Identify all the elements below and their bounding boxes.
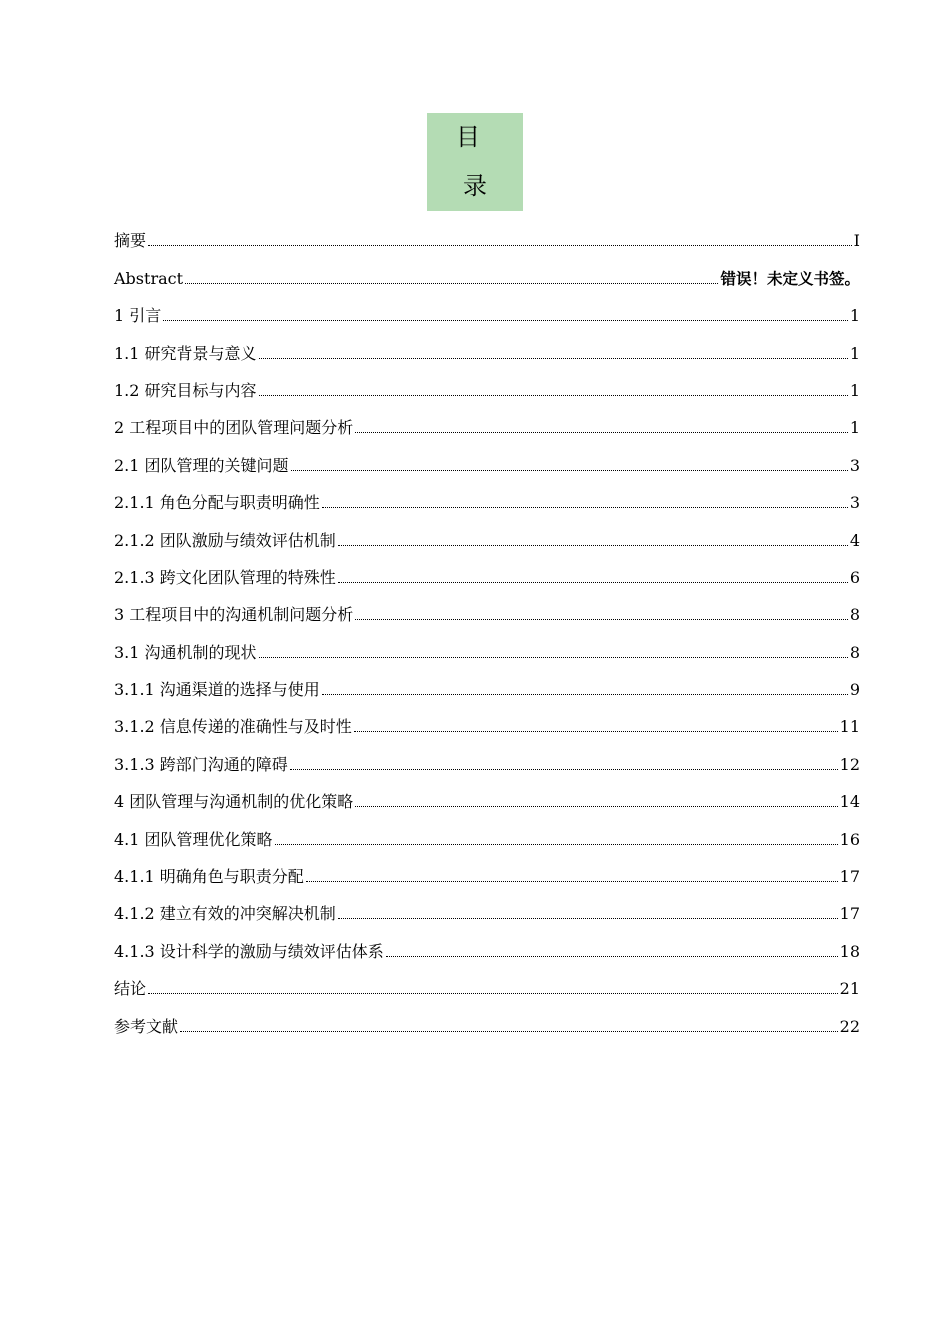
toc-dot-leader <box>290 755 838 775</box>
toc-dot-leader <box>354 717 838 737</box>
toc-entry-page-number: I <box>853 231 860 251</box>
toc-dot-leader <box>355 605 848 625</box>
toc-entry-page-number: 21 <box>839 979 860 999</box>
toc-entry[interactable] <box>114 663 860 700</box>
toc-entry-page-number: 8 <box>849 605 860 625</box>
toc-entry-page-number: 1 <box>849 380 860 400</box>
toc-dot-leader <box>275 830 838 850</box>
toc-entry-page-number: 6 <box>849 567 860 587</box>
toc-entry[interactable] <box>114 364 860 401</box>
toc-entry[interactable] <box>114 887 860 924</box>
toc-entry-label: 结论 <box>114 979 147 999</box>
toc-entry-page-number: 12 <box>839 754 860 774</box>
toc-dot-leader <box>306 867 838 887</box>
toc-dot-leader <box>386 942 838 962</box>
toc-entry-label: 3.1.2 信息传递的准确性与及时性 <box>114 717 352 737</box>
toc-entry-page-number: 3 <box>849 493 860 513</box>
toc-entry[interactable] <box>114 401 860 438</box>
toc-entry-label: 2.1.1 角色分配与职责明确性 <box>114 493 320 513</box>
toc-entry-label: 2.1 团队管理的关键问题 <box>114 455 289 475</box>
toc-entry-label: 4.1.1 明确角色与职责分配 <box>114 867 304 887</box>
toc-dot-leader <box>148 979 838 999</box>
toc-entry[interactable] <box>114 551 860 588</box>
toc-dot-leader <box>163 306 848 326</box>
toc-dot-leader <box>259 344 848 364</box>
toc-entry-label: 1 引言 <box>114 306 162 326</box>
toc-dot-leader <box>148 231 852 251</box>
toc-entry-label: 1.1 研究背景与意义 <box>114 343 257 363</box>
toc-entry[interactable] <box>114 214 860 251</box>
toc-dot-leader <box>259 643 848 663</box>
toc-entry-page-number: 11 <box>839 717 860 737</box>
toc-entry-label: 参考文献 <box>114 1016 179 1036</box>
toc-entry[interactable] <box>114 850 860 887</box>
toc-entry[interactable] <box>114 999 860 1036</box>
toc-entry[interactable] <box>114 775 860 812</box>
toc-dot-leader <box>259 381 848 401</box>
toc-dot-leader <box>338 531 848 551</box>
toc-entry-page-number: 22 <box>839 1016 860 1036</box>
toc-entry-label: 3.1.3 跨部门沟通的障碍 <box>114 754 288 774</box>
toc-entry-label: 2 工程项目中的团队管理问题分析 <box>114 418 354 438</box>
toc-dot-leader <box>185 269 718 289</box>
toc-dot-leader <box>322 493 848 513</box>
toc-entry-page-number: 9 <box>849 680 860 700</box>
toc-entry[interactable] <box>114 438 860 475</box>
toc-entry[interactable] <box>114 737 860 774</box>
toc-entry[interactable] <box>114 588 860 625</box>
toc-entry-label: 2.1.3 跨文化团队管理的特殊性 <box>114 567 336 587</box>
table-of-contents <box>114 214 860 1037</box>
toc-entry-page-number: 1 <box>849 343 860 363</box>
toc-entry-label: 2.1.2 团队激励与绩效评估机制 <box>114 530 336 550</box>
toc-entry-label: 3 工程项目中的沟通机制问题分析 <box>114 605 354 625</box>
toc-entry-page-number: 4 <box>849 530 860 550</box>
toc-entry-label: 4 团队管理与沟通机制的优化策略 <box>114 792 354 812</box>
toc-entry-label: 4.1 团队管理优化策略 <box>114 829 273 849</box>
toc-entry-page-number: 17 <box>839 904 860 924</box>
toc-dot-leader <box>338 904 838 924</box>
toc-dot-leader <box>291 456 848 476</box>
toc-entry[interactable] <box>114 962 860 999</box>
toc-entry-error-text: 错误！未定义书签。 <box>720 269 860 288</box>
toc-entry-page-number: 3 <box>849 455 860 475</box>
toc-entry[interactable] <box>114 812 860 849</box>
toc-entry-label: 3.1.1 沟通渠道的选择与使用 <box>114 680 320 700</box>
toc-entry[interactable] <box>114 326 860 363</box>
toc-entry-page-number: 1 <box>849 306 860 326</box>
toc-entry-page-number: 17 <box>839 867 860 887</box>
toc-entry[interactable] <box>114 289 860 326</box>
toc-entry-page-number: 1 <box>849 418 860 438</box>
toc-entry-page-number: 14 <box>839 792 860 812</box>
page-title <box>427 113 523 211</box>
toc-dot-leader <box>180 1017 838 1037</box>
toc-dot-leader <box>322 680 848 700</box>
toc-entry[interactable] <box>114 625 860 662</box>
toc-title-wrapper <box>0 113 950 211</box>
toc-dot-leader <box>355 418 848 438</box>
toc-entry[interactable] <box>114 513 860 550</box>
toc-entry-label: Abstract <box>114 268 184 288</box>
toc-dot-leader <box>338 568 848 588</box>
toc-entry-label: 4.1.3 设计科学的激励与绩效评估体系 <box>114 941 384 961</box>
toc-entry-label: 4.1.2 建立有效的冲突解决机制 <box>114 904 336 924</box>
toc-entry-page-number: 8 <box>849 642 860 662</box>
toc-dot-leader <box>355 792 837 812</box>
toc-entry-label: 摘要 <box>114 231 147 251</box>
toc-entry-page-number: 16 <box>839 829 860 849</box>
page-title-text: 目 录 <box>455 123 501 200</box>
toc-entry-label: 3.1 沟通机制的现状 <box>114 642 257 662</box>
toc-entry[interactable] <box>114 700 860 737</box>
toc-entry[interactable] <box>114 251 860 288</box>
toc-entry-label: 1.2 研究目标与内容 <box>114 380 257 400</box>
toc-entry-page-number: 18 <box>839 941 860 961</box>
toc-entry[interactable] <box>114 924 860 961</box>
toc-entry[interactable] <box>114 476 860 513</box>
